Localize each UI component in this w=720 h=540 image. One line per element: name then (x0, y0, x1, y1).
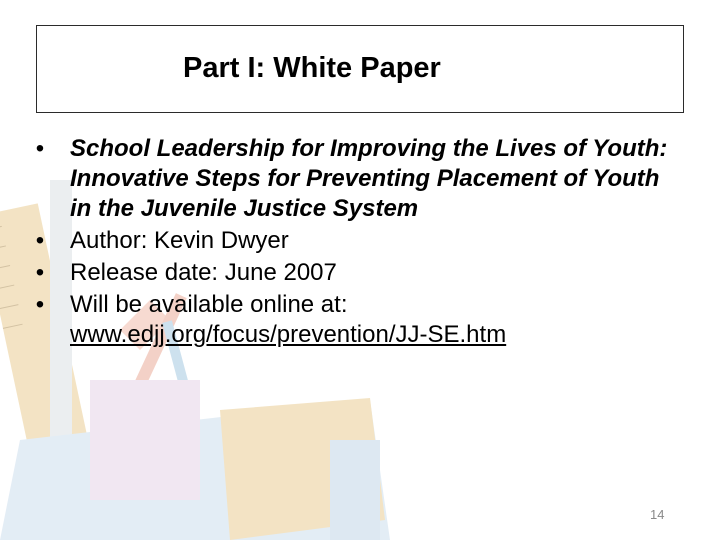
bullet-icon: • (35, 227, 45, 254)
bullet-author (30, 226, 680, 256)
page-number: 14 (650, 507, 665, 522)
title-box (36, 25, 684, 113)
bullet-icon: • (35, 259, 45, 286)
release-date-text: Release date: June 2007 (70, 259, 337, 286)
slide-title: Part I: White Paper (183, 52, 441, 84)
bullet-icon: • (35, 135, 45, 162)
bullet-paper-title (30, 134, 680, 224)
bullet-availability (30, 290, 680, 350)
author-text: Author: Kevin Dwyer (70, 227, 289, 254)
bullet-icon: • (35, 291, 45, 318)
availability-text: Will be available online at: (70, 291, 348, 318)
bullet-list (30, 134, 680, 350)
online-url-link[interactable]: www.edjj.org/focus/prevention/JJ-SE.htm (70, 321, 507, 348)
paper-title-text: School Leadership for Improving the Lives of Youth: Innovative Steps for Preventing Placement of Youth in the Juvenile Justice System (70, 135, 668, 222)
bullet-release-date (30, 258, 680, 288)
